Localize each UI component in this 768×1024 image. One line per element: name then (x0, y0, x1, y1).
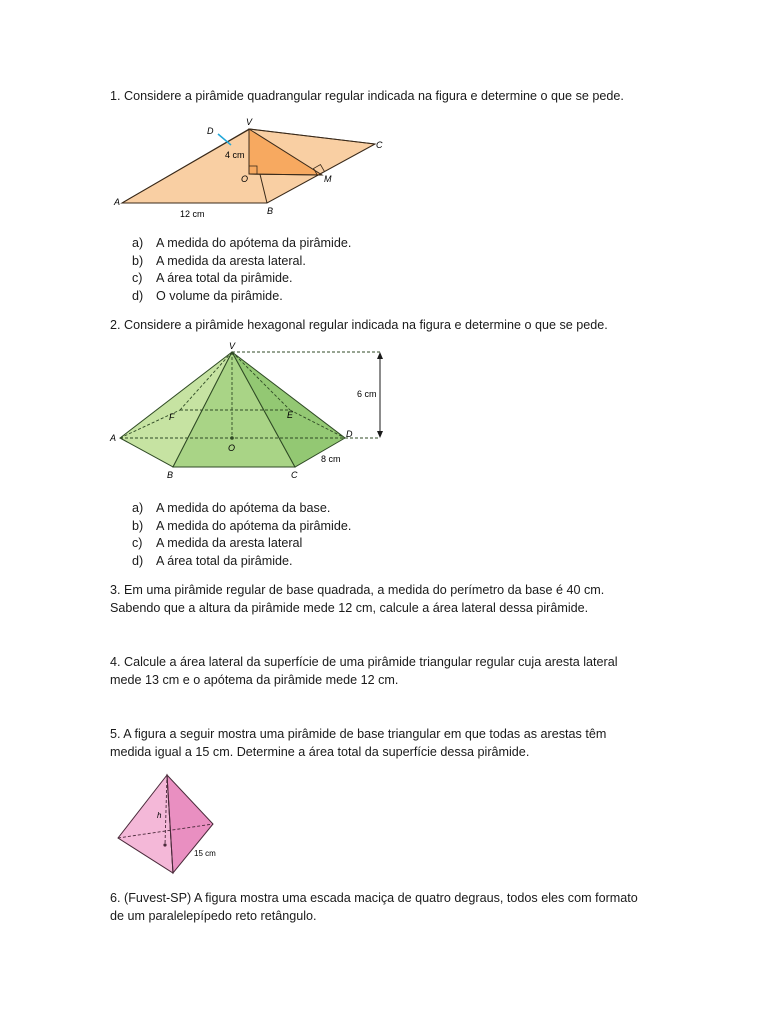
q2-label-A: A (110, 433, 117, 443)
q3-line-2: Sabendo que a altura da pirâmide mede 12 cm, calcule a área lateral dessa pirâmide. (110, 601, 589, 615)
q2-statement: 2. Considere a pirâmide hexagonal regular indicada na figura e determine o que se pede. (110, 318, 608, 332)
q2-label-O: O (228, 443, 236, 453)
q5-line-2: medida igual a 15 cm. Determine a área total da superfície dessa pirâmide. (110, 745, 530, 759)
q1-statement: 1. Considere a pirâmide quadrangular regular indicada na figura e determine o que se pede. (110, 89, 624, 103)
q1-label-O: O (241, 174, 249, 184)
q1-item-a: a) A medida do apótema da pirâmide. (132, 236, 352, 250)
q2-label-side: 8 cm (321, 454, 341, 464)
q6-line-1: 6. (Fuvest-SP) A figura mostra uma escada maciça de quatro degraus, todos eles com formato (110, 891, 638, 905)
q2-label-V: V (229, 341, 236, 351)
q1-label-M: M (324, 174, 332, 184)
q1-item-d: d) O volume da pirâmide. (132, 288, 283, 303)
q4-line-1: 4. Calcule a área lateral da superfície de uma pirâmide triangular regular cuja aresta lateral (110, 655, 618, 669)
q1-items (132, 235, 351, 305)
q1-label-side: 12 cm (180, 209, 205, 219)
q2-items (132, 500, 351, 570)
q2-item-a: a) A medida do apótema da base. (132, 501, 331, 515)
q1-label-C: C (376, 140, 383, 150)
q6-line-2: de um paralelepípedo reto retângulo. (110, 909, 317, 923)
q1-label-A: A (114, 197, 121, 207)
q4-line-2: mede 13 cm e o apótema da pirâmide mede 12 cm. (110, 673, 399, 687)
q5-label-h: h (157, 811, 162, 820)
q2-label-B: B (167, 470, 174, 480)
q1-label-D: D (207, 126, 214, 136)
q5-label-edge: 15 cm (194, 849, 216, 858)
q1-square-pyramid-figure (110, 114, 390, 224)
q1-item-c: c) A área total da pirâmide. (132, 271, 293, 285)
q5-tetrahedron-figure (110, 770, 240, 880)
q2-label-D: D (346, 429, 353, 439)
q3-line-1: 3. Em uma pirâmide regular de base quadrada, a medida do perímetro da base é 40 cm. (110, 583, 605, 597)
q2-label-C: C (291, 470, 298, 480)
q1-label-height: 4 cm (225, 150, 245, 160)
q2-item-b: b) A medida do apótema da pirâmide. (132, 518, 352, 533)
q1-label-V: V (246, 117, 253, 127)
q2-label-F: F (169, 412, 175, 422)
q5-line-1: 5. A figura a seguir mostra uma pirâmide de base triangular em que todas as arestas têm (110, 727, 607, 741)
q2-hexagonal-pyramid-figure (105, 340, 395, 485)
q2-item-c: c) A medida da aresta lateral (132, 536, 303, 550)
q2-label-height: 6 cm (357, 389, 377, 399)
q1-label-B: B (267, 206, 274, 216)
q2-item-d: d) A área total da pirâmide. (132, 553, 293, 568)
q2-label-E: E (287, 410, 294, 420)
q1-item-b: b) A medida da aresta lateral. (132, 253, 306, 268)
